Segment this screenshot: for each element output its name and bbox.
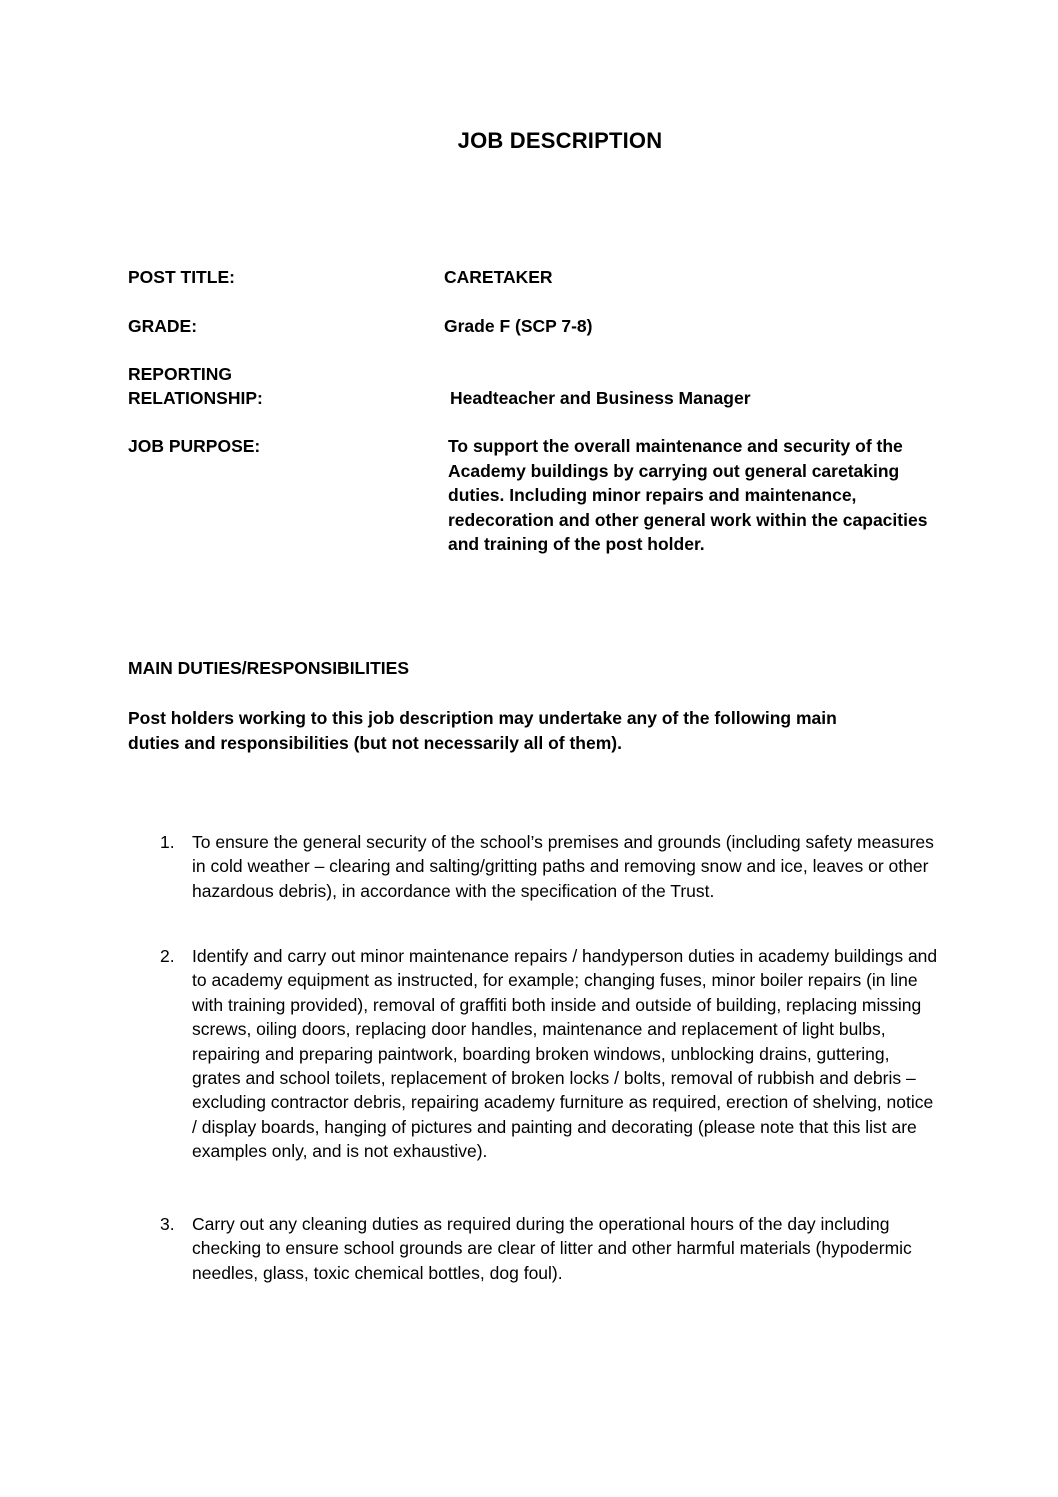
page-title: JOB DESCRIPTION xyxy=(457,128,663,153)
reporting-label-line1: REPORTING xyxy=(128,364,233,384)
duties-heading: MAIN DUTIES/RESPONSIBILITIES xyxy=(128,658,409,678)
grade-value: Grade F (SCP 7-8) xyxy=(444,316,593,336)
duty-number: 2. xyxy=(160,946,175,966)
duty-text: Identify and carry out minor maintenance repairs / handyperson duties in academy buildings and to academy equipment as instructed, for example; changing fuses, minor boiler repairs (in line with training provided), removal of graffiti both inside and outside of building, replacing missing screws, oiling doors, replacing door handles, maintenance and replacement of light bulbs, repairing and preparing paintwork, boarding broken windows, unblocking drains, guttering, grates and school toilets, replacement of broken locks / bolts, removal of rubbish and debris – excluding contractor debris, repairing academy furniture as required, erection of shelving, notice / display boards, hanging of pictures and painting and decorating (please note that this list are examples only, and is not exhaustive). xyxy=(192,946,938,1162)
reporting-label-line2: RELATIONSHIP: xyxy=(128,388,263,408)
post-title-label: POST TITLE: xyxy=(128,267,235,287)
reporting-value: Headteacher and Business Manager xyxy=(450,388,751,408)
post-title-value: CARETAKER xyxy=(444,267,553,287)
duty-number: 3. xyxy=(160,1214,175,1234)
duty-item-2 xyxy=(160,944,940,1164)
duty-text: To ensure the general security of the school’s premises and grounds (including safety measures in cold weather – clearing and salting/gritting paths and removing snow and ice, leaves or other hazardous debris), in accordance with the specification of the Trust. xyxy=(192,832,934,901)
grade-label: GRADE: xyxy=(128,316,198,336)
duties-intro: Post holders working to this job description may undertake any of the following main duties and responsibilities (but not necessarily all of them). xyxy=(128,708,837,753)
duty-number: 1. xyxy=(160,832,175,852)
duty-text: Carry out any cleaning duties as required during the operational hours of the day including checking to ensure school grounds are clear of litter and other harmful materials (hypodermic needles, glass, toxic chemical bottles, dog foul). xyxy=(192,1214,912,1283)
purpose-value: To support the overall maintenance and security of the Academy buildings by carrying out general caretaking duties. Including minor repairs and maintenance, redecoration and other general work within the capacities and training of the post holder. xyxy=(448,436,928,555)
duty-item-1 xyxy=(160,830,940,903)
purpose-label: JOB PURPOSE: xyxy=(128,436,261,456)
duty-item-3 xyxy=(160,1212,940,1285)
